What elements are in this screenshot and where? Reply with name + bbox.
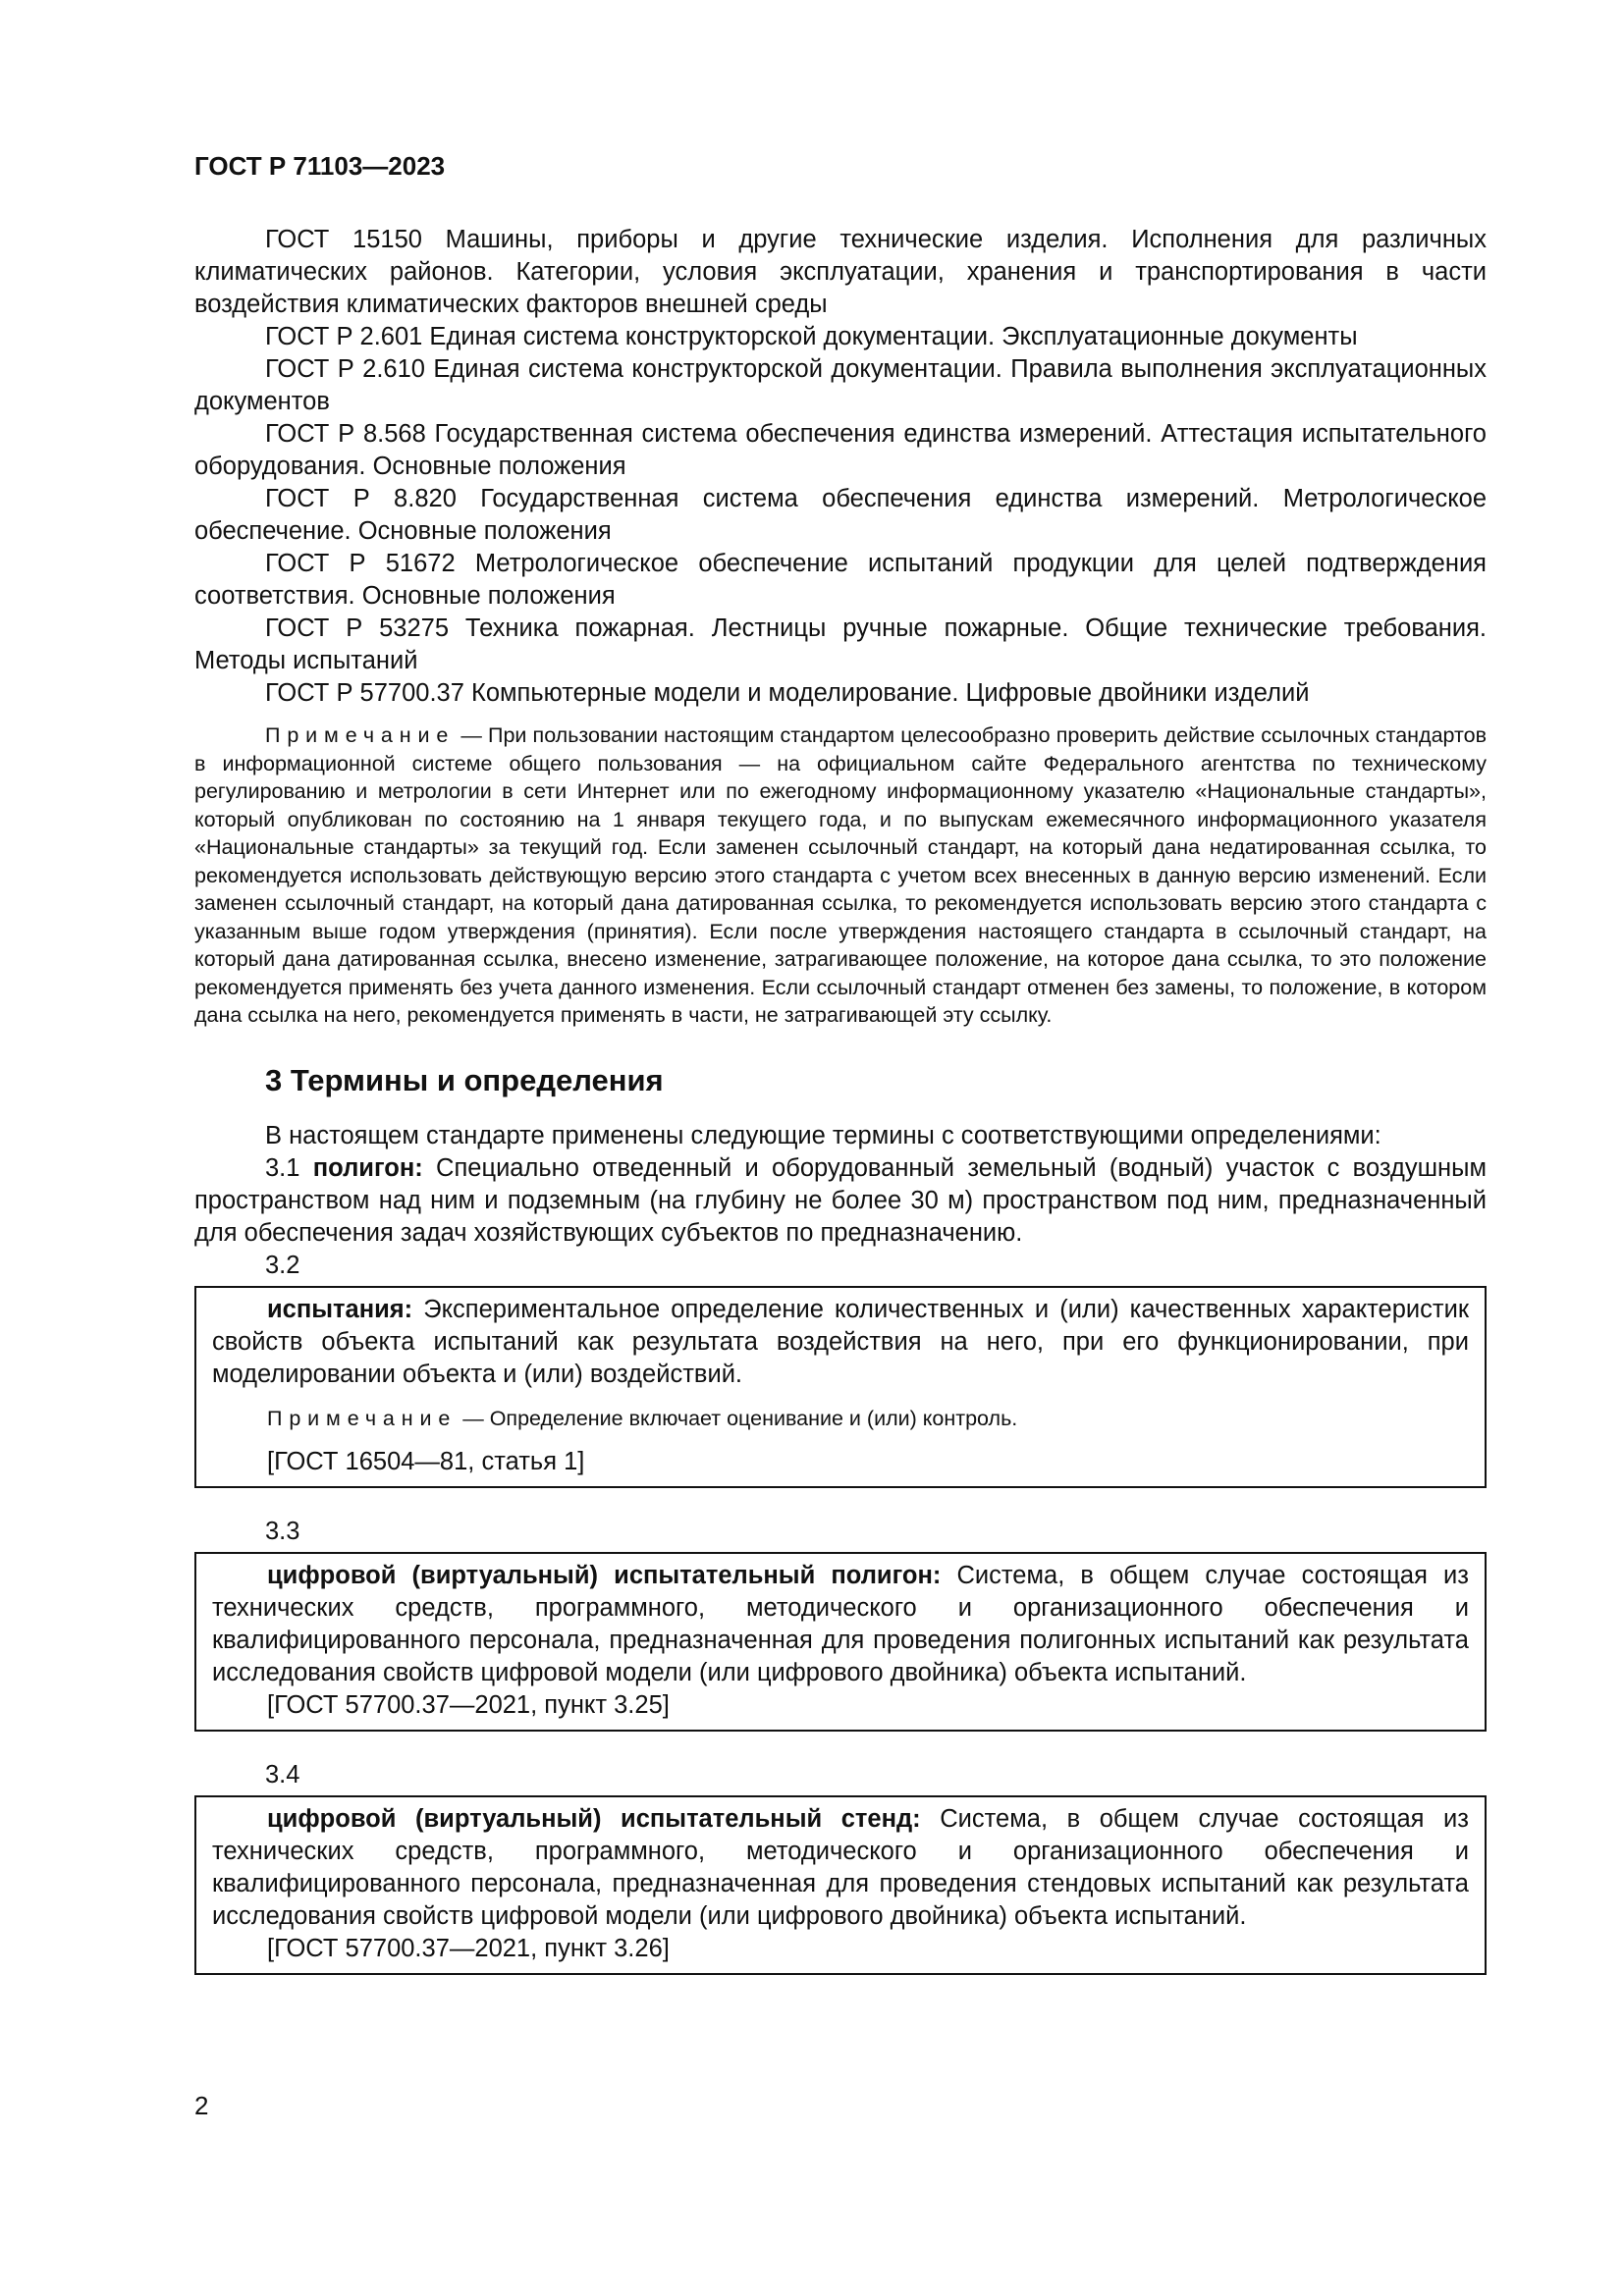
reference-item: ГОСТ 15150 Машины, приборы и другие технические изделия. Исполнения для различных климатических районов. Категории, условия эксплуатации, хранения и транспортирования в части воздействия климатических факторов внешней среды — [194, 226, 1487, 318]
term-source: [ГОСТ 57700.37—2021, пункт 3.25] — [267, 1690, 670, 1719]
term-box-3-4 — [194, 1795, 1487, 1975]
term-definition-paragraph — [212, 1803, 1469, 1933]
reference-item: ГОСТ Р 8.820 Государственная система обеспечения единства измерений. Метрологическое обеспечение. Основные положения — [194, 485, 1487, 545]
term-box-3-3 — [194, 1552, 1487, 1732]
reference-item: ГОСТ Р 53275 Техника пожарная. Лестницы ручные пожарные. Общие технические требования. Методы испытаний — [194, 614, 1487, 674]
term-number: 3.2 — [265, 1251, 300, 1279]
note-label: Примечание — [267, 1406, 458, 1430]
term-box-3-2 — [194, 1286, 1487, 1488]
term-definition: Экспериментальное определение количественных и (или) качественных характеристик свойств объекта испытаний как результата воздействия на него, при его функционировании, при моделировании объекта и (или) воздействий. — [212, 1295, 1469, 1388]
note-label: Примечание — [265, 723, 456, 747]
normative-references-list — [194, 224, 1487, 710]
reference-item: ГОСТ Р 8.568 Государственная система обеспечения единства измерений. Аттестация испытательного оборудования. Основные положения — [194, 420, 1487, 480]
spacer — [194, 1488, 1487, 1516]
section-title: 3 Термины и определения — [265, 1062, 664, 1097]
term-definition-paragraph — [212, 1560, 1469, 1689]
term-number: 3.4 — [265, 1760, 300, 1789]
term-name: полигон: — [312, 1153, 423, 1182]
note-text: — Определение включает оценивание и (или) контроль. — [457, 1406, 1018, 1430]
term-definition: Система, в общем случае состоящая из технических средств, программного, методического и организационного обеспечения и квалифицированного персонала, предназначенная для проведения стендовых испытаний как результата исследования свойств цифровой модели (или цифрового двойника) объекта испытаний. — [212, 1804, 1469, 1930]
term-definition-paragraph — [212, 1294, 1469, 1391]
term-number: 3.1 — [265, 1153, 313, 1182]
term-number: 3.3 — [265, 1517, 300, 1545]
term-source: [ГОСТ 16504—81, статья 1] — [267, 1447, 585, 1475]
term-definition: Система, в общем случае состоящая из технических средств, программного, методического и организационного обеспечения и квалифицированного персонала, предназначенная для проведения полигонных испытаний как результата исследования свойств цифровой модели (или цифрового двойника) объекта испытаний. — [212, 1561, 1469, 1686]
document-header: ГОСТ Р 71103—2023 — [194, 151, 446, 181]
reference-item: ГОСТ Р 51672 Метрологическое обеспечение испытаний продукции для целей подтверждения соответствия. Основные положения — [194, 550, 1487, 610]
section-intro: В настоящем стандарте применены следующие термины с соответствующими определениями: — [265, 1121, 1381, 1149]
term-3-1 — [194, 1152, 1487, 1250]
references-note — [194, 721, 1487, 1030]
reference-item: ГОСТ Р 57700.37 Компьютерные модели и моделирование. Цифровые двойники изделий — [265, 679, 1310, 707]
reference-item: ГОСТ Р 2.610 Единая система конструкторской документации. Правила выполнения эксплуатационных документов — [194, 355, 1487, 415]
spacer — [194, 1732, 1487, 1759]
section-intro-block — [194, 1120, 1487, 1250]
term-definition: Специально отведенный и оборудованный земельный (водный) участок с воздушным пространством над ним и подземным (на глубину не более 30 м) пространством под ним, предназначенный для обеспечения задач хозяйствующих субъектов по предназначению. — [194, 1153, 1488, 1247]
reference-item: ГОСТ Р 2.601 Единая система конструкторской документации. Эксплуатационные документы — [265, 323, 1358, 350]
term-name: цифровой (виртуальный) испытательный стенд: — [267, 1804, 921, 1833]
term-name: испытания: — [267, 1295, 413, 1323]
term-name: цифровой (виртуальный) испытательный полигон: — [267, 1561, 942, 1589]
term-note — [212, 1405, 1469, 1432]
term-source: [ГОСТ 57700.37—2021, пункт 3.26] — [267, 1934, 670, 1962]
page-number: 2 — [194, 2091, 209, 2120]
note-text: — При пользовании настоящим стандартом целесообразно проверить действие ссылочных стандартов в информационной системе общего пользования — на официальном сайте Федерального агентства по техническому регулированию и метрологии в сети Интернет или по ежегодному информационному указателю «Национальные стандарты», который опубликован по состоянию на 1 января текущего года, и по выпускам ежемесячного информационного указателя «Национальные стандарты» за текущий год. Если заменен ссылочный стандарт, на который дана недатированная ссылка, то рекомендуется использовать действующую версию этого стандарта с учетом всех внесенных в данную версию изменений. Если заменен ссылочный стандарт, на который дана датированная ссылка, то рекомендуется использовать версию этого стандарта с указанным выше годом утверждения (принятия). Если после утверждения настоящего стандарта в ссылочный стандарт, на который дана датированная ссылка, внесено изменение, затрагивающее положение, на которое дана ссылка, то это положение рекомендуется применять без учета данного изменения. Если ссылочный стандарт отменен без замены, то положение, в котором дана ссылка на него, рекомендуется применять в части, не затрагивающей эту ссылку. — [194, 723, 1487, 1027]
